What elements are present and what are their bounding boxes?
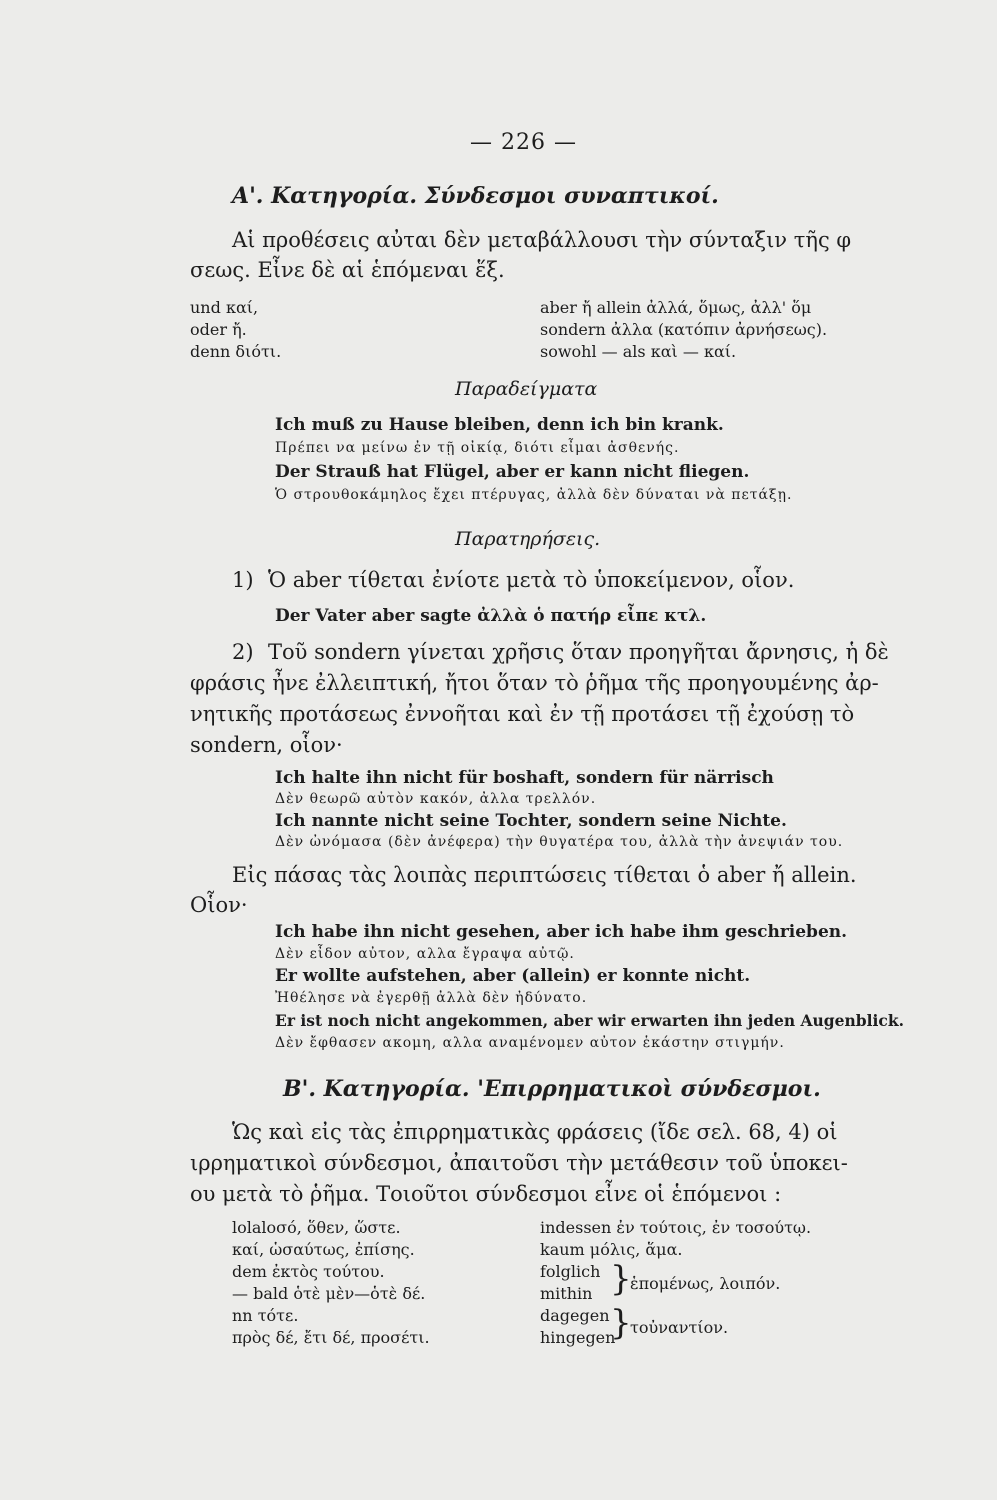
section-b-heading: Β'. Κατηγορία. 'Επιρρηματικοὶ σύνδεσμοι. — [283, 1076, 821, 1102]
group-1-word: folglich — [540, 1262, 601, 1281]
other-cases-line: Εἰς πάσας τὰς λοιπὰς περιπτώσεις τίθεται ὁ aber ἤ allein. — [232, 863, 857, 887]
group-2-word: hingegen — [540, 1328, 616, 1347]
adverbial-left-item: πρὸς δέ, ἔτι δέ, προσέτι. — [232, 1328, 430, 1347]
observation-2-example-greek: Δὲν θεωρῶ αὐτὸν κακόν, ἀλλα τρελλόν. — [275, 791, 597, 807]
example-greek: Ὁ στρουθοκάμηλος ἔχει πτέρυγας, ἀλλὰ δὲν δύναται νὰ πετάξῃ. — [275, 487, 793, 503]
adverbial-left-item: καί, ὡσαύτως, ἐπίσης. — [232, 1240, 415, 1259]
example-german: Ich muß zu Hause bleiben, denn ich bin krank. — [275, 415, 724, 435]
adverbial-right-item: kaum μόλις, ἅμα. — [540, 1240, 683, 1259]
oion-label: Οἷον· — [190, 893, 248, 917]
example-greek: Πρέπει να μείνω ἐν τῇ οἰκίᾳ, διότι εἶμαι ἀσθενής. — [275, 440, 680, 456]
section-b-intro-line: ιρρηματικοὶ σύνδεσμοι, ἀπαιτοῦσι τὴν μετάθεσιν τοῦ ὑποκει- — [190, 1151, 848, 1175]
observation-2-example-german: Ich nannte nicht seine Tochter, sondern seine Nichte. — [275, 811, 787, 831]
brace-symbol: } — [610, 1303, 632, 1343]
observation-1-number: 1) — [232, 568, 254, 592]
more-example-german: Er ist noch nicht angekommen, aber wir erwarten ihn jeden Augenblick. — [275, 1011, 904, 1030]
conjunction-right: aber ἤ allein ἀλλά, ὅμως, ἀλλ' ὅμ — [540, 298, 812, 317]
conjunction-right: sowohl — als καὶ — καί. — [540, 342, 737, 361]
adverbial-left-item: — bald ὁτὲ μὲν—ὁτὲ δέ. — [232, 1284, 426, 1303]
observation-2-line: Τοῦ sondern γίνεται χρῆσις ὅταν προηγῆται ἄρνησις, ἡ δὲ — [268, 640, 889, 664]
observations-title: Παρατηρήσεις. — [455, 528, 601, 550]
group-1-meaning: ἑπομένως, λοιπόν. — [630, 1274, 781, 1293]
section-b-intro-line: ου μετὰ τὸ ῥῆμα. Τοιοῦτοι σύνδεσμοι εἶνε οἱ ἑπόμενοι : — [190, 1182, 782, 1206]
more-example-german: Er wollte aufstehen, aber (allein) er konnte nicht. — [275, 966, 751, 986]
more-example-german: Ich habe ihn nicht gesehen, aber ich habe ihm geschrieben. — [275, 922, 848, 942]
observation-2-number: 2) — [232, 640, 254, 664]
section-a-heading: Α'. Κατηγορία. Σύνδεσμοι συναπτικοί. — [232, 183, 719, 209]
example-german: Der Strauß hat Flügel, aber er kann nicht fliegen. — [275, 462, 750, 482]
conjunction-left: und καί, — [190, 298, 259, 317]
group-2-meaning: τοὐναντίον. — [630, 1318, 729, 1337]
section-a-intro-line-1: Αἱ προθέσεις αὐται δὲν μεταβάλλουσι τὴν σύνταξιν τῆς φ — [232, 228, 852, 252]
observation-2-line: sondern, οἷον· — [190, 733, 343, 757]
observation-1-text: Ὁ aber τίθεται ἐνίοτε μετὰ τὸ ὑποκείμενον, οἷον. — [268, 568, 795, 592]
conjunction-right: sondern ἀλλα (κατόπιν ἀρνήσεως). — [540, 320, 828, 339]
more-example-greek: Δὲν εἶδον αὐτον, αλλα ἔγραψα αὐτῷ. — [275, 946, 575, 962]
brace-symbol: } — [610, 1259, 632, 1299]
observation-2-example-greek: Δὲν ὠνόμασα (δὲν ἀνέφερα) τὴν θυγατέρα του, ἀλλὰ τὴν ἀνεψιάν του. — [275, 834, 844, 850]
observation-1-example: Der Vater aber sagte ἀλλὰ ὁ πατήρ εἶπε κτλ. — [275, 606, 707, 626]
conjunction-left: oder ἤ. — [190, 320, 247, 339]
adverbial-left-item: lolaloσό, ὅθεν, ὥστε. — [232, 1218, 401, 1237]
adverbial-left-item: dem ἐκτὸς τούτου. — [232, 1262, 385, 1281]
adverbial-right-item: indessen ἐν τούτοις, ἐν τοσούτῳ. — [540, 1218, 812, 1237]
more-example-greek: Ἠθέλησε νὰ ἐγερθῇ ἀλλὰ δὲν ἠδύνατο. — [275, 990, 588, 1006]
section-b-intro-line: Ὡς καὶ εἰς τὰς ἐπιρρηματικὰς φράσεις (ἴδε σελ. 68, 4) οἱ — [232, 1120, 838, 1144]
page-number: — 226 — — [470, 130, 577, 155]
group-2-word: dagegen — [540, 1306, 610, 1325]
adverbial-left-item: nn τότε. — [232, 1306, 299, 1325]
observation-2-example-german: Ich halte ihn nicht für boshaft, sondern für närrisch — [275, 768, 774, 788]
group-1-word: mithin — [540, 1284, 593, 1303]
section-a-intro-line-2: σεως. Εἶνε δὲ αἱ ἑπόμεναι ἕξ. — [190, 258, 505, 282]
examples-title: Παραδείγματα — [455, 378, 598, 400]
conjunction-left: denn διότι. — [190, 342, 282, 361]
more-example-greek: Δὲν ἔφθασεν ακομη, αλλα αναμένομεν αὐτον ἑκάστην στιγμήν. — [275, 1035, 785, 1051]
observation-2-line: νητικῆς προτάσεως ἐννοῆται καὶ ἐν τῇ προτάσει τῇ ἐχούσῃ τὸ — [190, 702, 855, 726]
observation-2-line: φράσις ἦνε ἐλλειπτική, ἤτοι ὅταν τὸ ῥῆμα τῆς προηγουμένης ἀρ- — [190, 671, 879, 695]
